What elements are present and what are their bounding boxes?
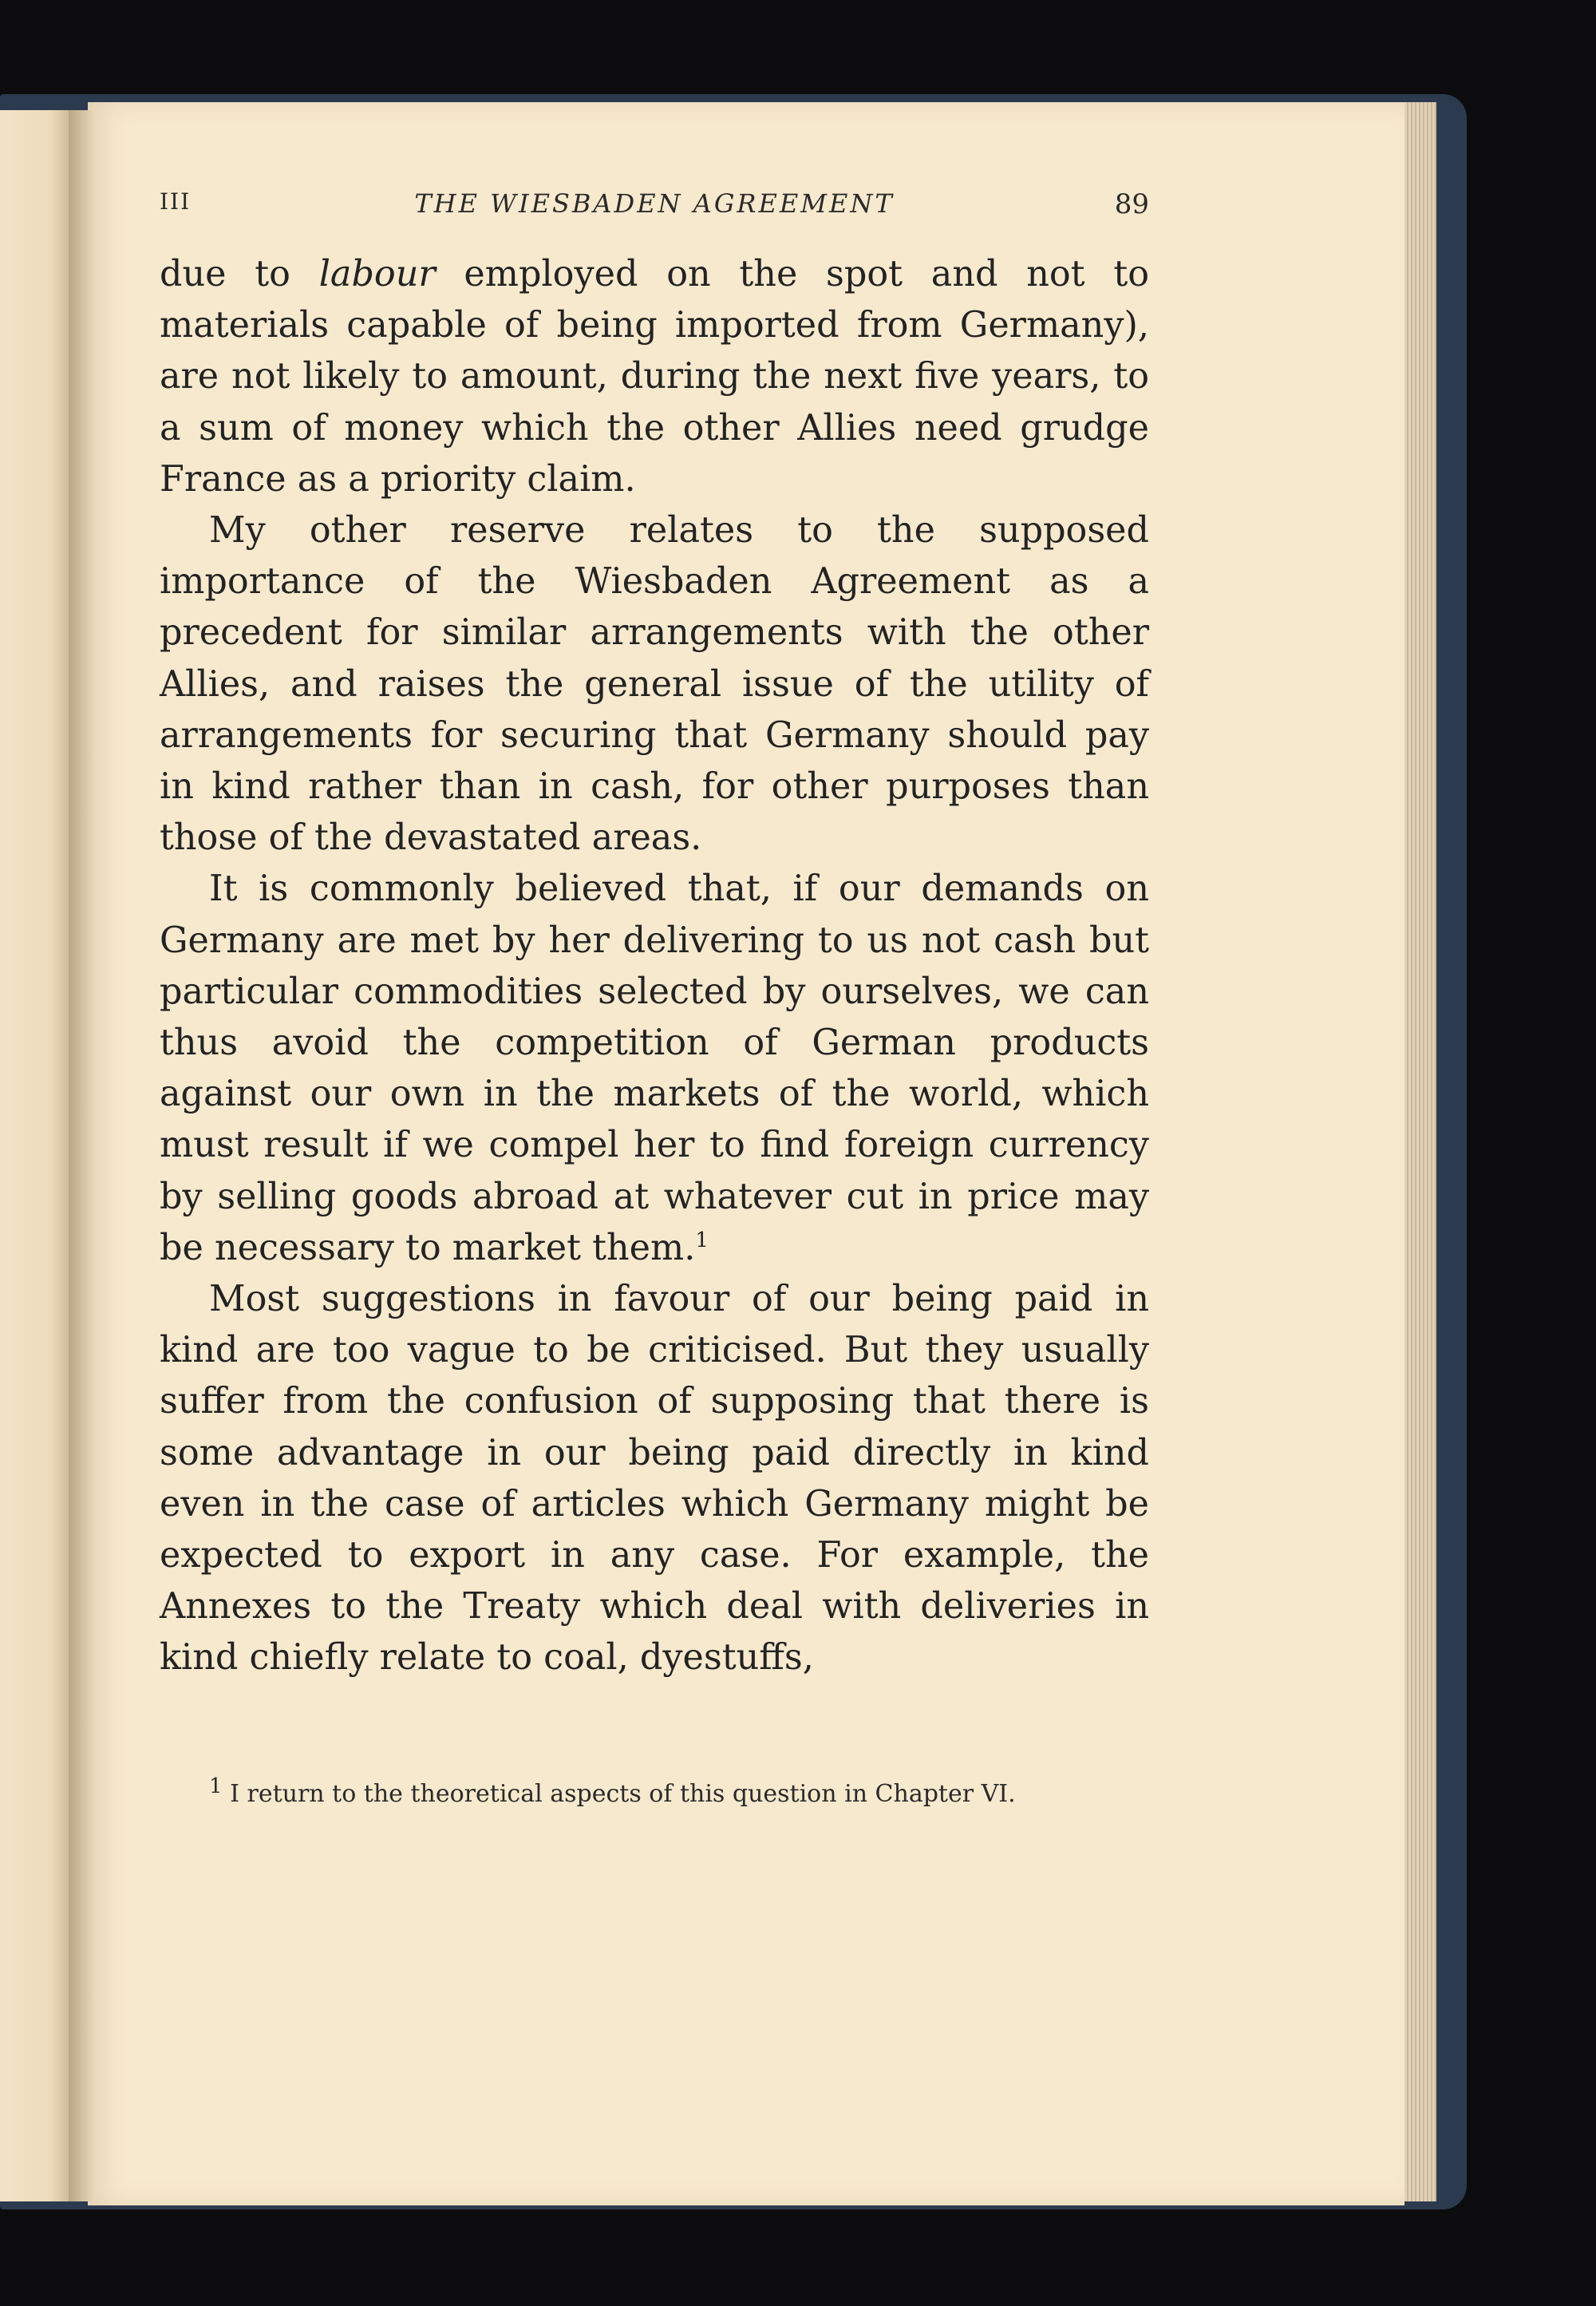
paragraph: Most suggestions in favour of our being paid in kind are too vague to be criticised. But they usually suffer from the confusion of supposing that there is some advantage in our being paid directly in kind even in the case of articles which Germany might be expected to export in any case. For example, the Annexes to the Treaty which deal with deliveries in kind chiefly relate to coal, dyestuffs,: [160, 1279, 1149, 1679]
paragraph: [160, 864, 1149, 1274]
emphasis: labour: [318, 254, 436, 295]
running-title: THE WIESBADEN AGREEMENT: [414, 188, 895, 219]
footnote-marker: 1: [209, 1774, 223, 1798]
paragraph-text: due to: [160, 254, 319, 295]
page-edges: [1400, 102, 1436, 2201]
paragraph: [160, 249, 1149, 505]
page-number: 89: [1114, 188, 1149, 220]
footnote-text: I return to the theoretical aspects of this question in Chapter VI.: [230, 1780, 1016, 1808]
left-page-edge: [0, 110, 72, 2201]
chapter-number: III: [160, 188, 192, 215]
running-header: [160, 188, 1149, 236]
footnote-reference: 1: [695, 1228, 709, 1253]
book-gutter: [69, 110, 94, 2201]
paragraph-text: employed on the spot and not to materials capable of being imported from Germany), are not likely to amount, during the next five years, to a sum of money which the other Allies need grudge France as a priority claim.: [160, 254, 1150, 500]
footnote: [160, 1774, 1149, 1810]
paragraph: My other reserve relates to the supposed importance of the Wiesbaden Agreement as a precedent for similar arrangements with the other Allies, and raises the general issue of the utility of arrangements for securing that Germany should pay in kind rather than in cash, for other purposes than those of the devastated areas.: [160, 510, 1149, 859]
paragraph-text: It is commonly believed that, if our demands on Germany are met by her delivering to us not cash but particular commodities selected by ourselves, we can thus avoid the competition of German products against our own in the markets of the world, which must result if we compel her to find foreign currency by selling goods abroad at whatever cut in price may be necessary to market them.: [160, 868, 1149, 1268]
body-text: [160, 249, 1149, 1684]
